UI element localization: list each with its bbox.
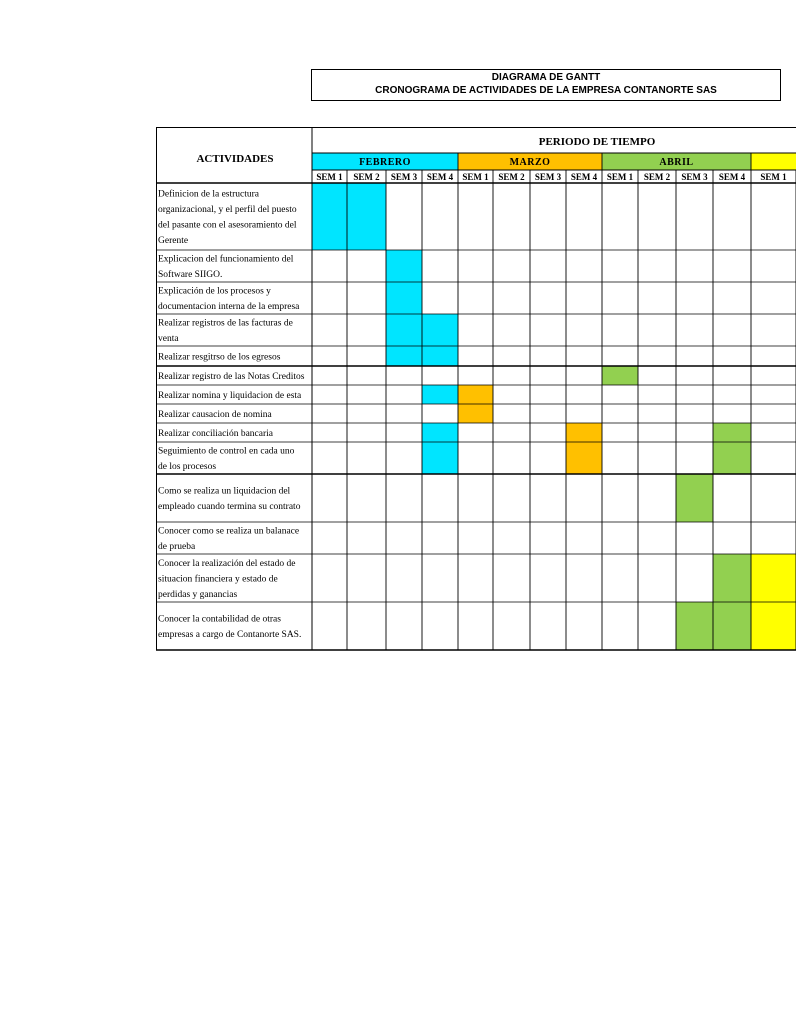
- week-label: SEM 4: [426, 172, 454, 182]
- activity-label-line: de los procesos: [158, 462, 217, 472]
- week-label: SEM 2: [498, 172, 525, 182]
- week-label: SEM 2: [353, 172, 380, 182]
- month-label: FEBRERO: [359, 157, 411, 168]
- gantt-bar-cell: [422, 314, 458, 346]
- gantt-bar-cell: [676, 602, 713, 650]
- document-subtitle: CRONOGRAMA DE ACTIVIDADES DE LA EMPRESA CONTANORTE SAS: [375, 85, 717, 96]
- activity-label: [158, 352, 281, 362]
- week-label: SEM 3: [534, 172, 562, 182]
- gantt-bar-cell: [566, 442, 602, 474]
- gantt-bar-cell: [386, 250, 422, 282]
- week-label: SEM 4: [718, 172, 746, 182]
- gantt-bar-cell: [458, 385, 493, 404]
- activity-label-line: empresas a cargo de Contanorte SAS.: [158, 630, 302, 640]
- activity-label: [158, 287, 300, 313]
- activities-header: ACTIVIDADES: [196, 153, 274, 165]
- month-label: MARZO: [509, 157, 551, 168]
- week-label: SEM 3: [681, 172, 708, 182]
- activity-label: [158, 254, 294, 281]
- document-title: DIAGRAMA DE GANTT: [491, 72, 601, 83]
- gantt-bar-cell: [422, 423, 458, 442]
- activity-label-line: Realizar registros de las facturas de: [158, 318, 293, 329]
- gantt-bar-cell: [422, 442, 458, 474]
- gantt-bar-cell: [386, 346, 422, 366]
- activity-label-line: Conocer como se realiza un balanace: [158, 526, 300, 537]
- activity-label-line: Explicacion del funcionamiento del: [158, 254, 294, 265]
- activity-label-line: Como se realiza un liquidacion del: [158, 486, 291, 497]
- activity-label: [158, 391, 302, 401]
- activity-label: [158, 318, 293, 345]
- month-label: ABRIL: [659, 157, 694, 168]
- activity-label-line: empleado cuando termina su contrato: [158, 502, 301, 512]
- activity-label-line: Realizar resgitrso de los egresos: [158, 352, 281, 363]
- week-label: SEM 2: [643, 172, 671, 182]
- activity-label-line: Conocer la contabilidad de otras: [158, 614, 281, 625]
- gantt-grid: [156, 127, 796, 651]
- week-label: SEM 1: [316, 172, 343, 182]
- title-box: [311, 69, 781, 101]
- activity-label: [158, 527, 299, 553]
- week-label: SEM 1: [760, 172, 787, 182]
- month-fill: [751, 153, 796, 170]
- week-label: SEM 1: [606, 172, 634, 182]
- gantt-table: [156, 127, 796, 651]
- gantt-bar-cell: [347, 183, 386, 250]
- period-header: PERIODO DE TIEMPO: [538, 136, 656, 148]
- activity-label-line: Conocer la realización del estado de: [158, 558, 296, 569]
- activity-label: [158, 410, 272, 420]
- activity-label: [158, 429, 274, 439]
- gantt-bar-cell: [602, 366, 638, 385]
- week-label: SEM 3: [390, 172, 418, 182]
- activity-label: [158, 189, 297, 247]
- activity-label: [158, 559, 295, 600]
- gantt-bar-cell: [566, 423, 602, 442]
- activity-label: [158, 615, 301, 641]
- gantt-bar-cell: [386, 282, 422, 314]
- week-label: SEM 1: [462, 172, 489, 182]
- gantt-bar-cell: [713, 602, 751, 650]
- activity-label-line: del pasante con el asesoramiento del: [158, 220, 297, 231]
- gantt-bar-cell: [312, 183, 347, 250]
- gantt-bar-cell: [422, 385, 458, 404]
- activity-label-line: Definicion de la estructura: [158, 189, 260, 200]
- gantt-bar-cell: [386, 314, 422, 346]
- gantt-bar-cell: [676, 474, 713, 522]
- activity-label: [158, 372, 305, 382]
- activity-label-line: Realizar causacion de nomina: [158, 409, 272, 420]
- gantt-bar-cell: [713, 423, 751, 442]
- activity-label-line: perdidas y ganancias: [158, 589, 238, 600]
- activity-label: [158, 487, 301, 513]
- activity-label-line: documentacion interna de la empresa: [158, 302, 300, 312]
- gantt-bar-cell: [713, 554, 751, 602]
- activity-label-line: Software SIIGO.: [158, 270, 223, 280]
- gantt-bar-cell: [422, 346, 458, 366]
- gantt-bar-cell: [751, 602, 796, 650]
- activity-label-line: Realizar registro de las Notas Creditos: [158, 371, 305, 382]
- activity-label-line: venta: [158, 334, 179, 344]
- gantt-bar-cell: [713, 442, 751, 474]
- gantt-bar-cell: [751, 554, 796, 602]
- activity-label-line: organizacional, y el perfil del puesto: [158, 205, 297, 215]
- activity-label-line: Gerente: [158, 236, 189, 246]
- activity-label-line: de prueba: [158, 542, 196, 552]
- gantt-bar-cell: [458, 404, 493, 423]
- activity-label-line: Seguimiento de control en cada uno: [158, 446, 295, 457]
- activity-label-line: Explicación de los procesos y: [158, 286, 271, 297]
- activity-label-line: Realizar nomina y liquidacion de esta: [158, 390, 302, 401]
- activity-label-line: Realizar conciliación bancaria: [158, 428, 273, 439]
- week-label: SEM 4: [570, 172, 598, 182]
- activity-label: [158, 447, 295, 473]
- activity-label-line: situacion financiera y estado de: [158, 574, 278, 585]
